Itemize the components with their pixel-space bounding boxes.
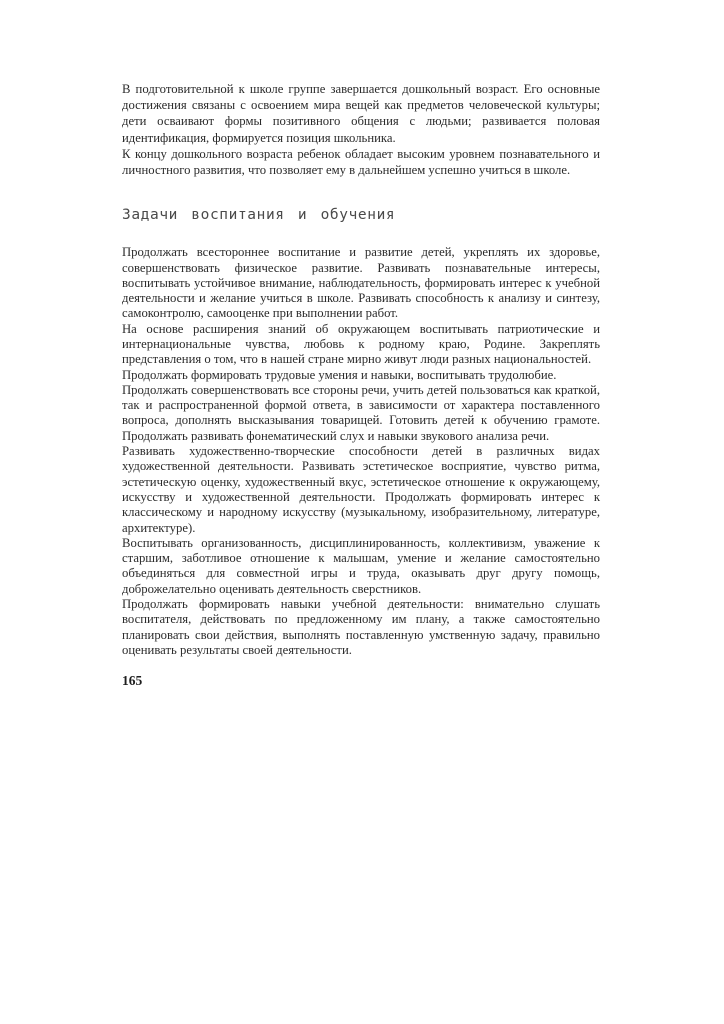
intro-paragraph: В подготовительной к школе группе завершается дошкольный возраст. Его основные достижения связаны с освоением мира вещей как предметов человеческой культуры; дети осваивают формы позитивного общения с людьми; развивается половая идентификация, формируется позиция школьника. <box>122 82 600 145</box>
task-paragraph: Продолжать формировать трудовые умения и навыки, воспитывать трудолюбие. <box>122 367 557 382</box>
page-number: 165 <box>122 673 143 689</box>
task-paragraph: Продолжать совершенствовать все стороны речи, учить детей пользоваться как краткой, так и распространенной формой ответа, в зависимости от характера поставленного вопроса, дополнять высказывания товарищей. Готовить детей к обучению грамоте. Продолжать развивать фонематический слух и навыки звукового анализа речи. <box>122 382 600 443</box>
section-heading: Задачи воспитания и обучения <box>122 207 396 224</box>
intro-paragraph: К концу дошкольного возраста ребенок обладает высоким уровнем познавательного и личностного развития, что позволяет ему в дальнейшем успешно учиться в школе. <box>122 146 600 178</box>
task-paragraph: Продолжать формировать навыки учебной деятельности: внимательно слушать воспитателя, действовать по предложенному им плану, а также самостоятельно планировать свои действия, выполнять поставленную умственную задачу, правильно оценивать результаты своей деятельности. <box>122 597 600 657</box>
task-paragraph: Воспитывать организованность, дисциплинированность, коллективизм, уважение к старшим, заботливое отношение к малышам, умение и желание самостоятельно объединяться для совместной игры и труда, оказывать друг другу помощь, доброжелательно оценивать деятельность сверстников. <box>122 535 600 596</box>
task-paragraph: На основе расширения знаний об окружающем воспитывать патриотические и интернациональные чувства, любовь к родному краю, Родине. Закреплять представления о том, что в нашей стране мирно живут люди разных национальностей. <box>122 321 600 367</box>
document-page <box>122 81 600 689</box>
tasks-block <box>122 245 600 658</box>
task-paragraph: Продолжать всестороннее воспитание и развитие детей, укреплять их здоровье, совершенствовать физическое развитие. Развивать познавательные интересы, воспитывать устойчивое внимание, наблюдательность, формировать интерес к учебной деятельности и желание учиться в школе. Развивать способность к анализу и синтезу, самоконтролю, самооценке при выполнении работ. <box>122 245 600 321</box>
task-paragraph: Развивать художественно-творческие способности детей в различных видах художественной деятельности. Развивать эстетическое восприятие, чувство ритма, эстетическую оценку, художественный вкус, эстетическое отношение к окружающему, искусству и художественной деятельности. Продолжать формировать интерес к классическому и народному искусству (музыкальному, изобразительному, литературе, архитектуре). <box>122 444 600 535</box>
intro-block <box>122 81 600 178</box>
